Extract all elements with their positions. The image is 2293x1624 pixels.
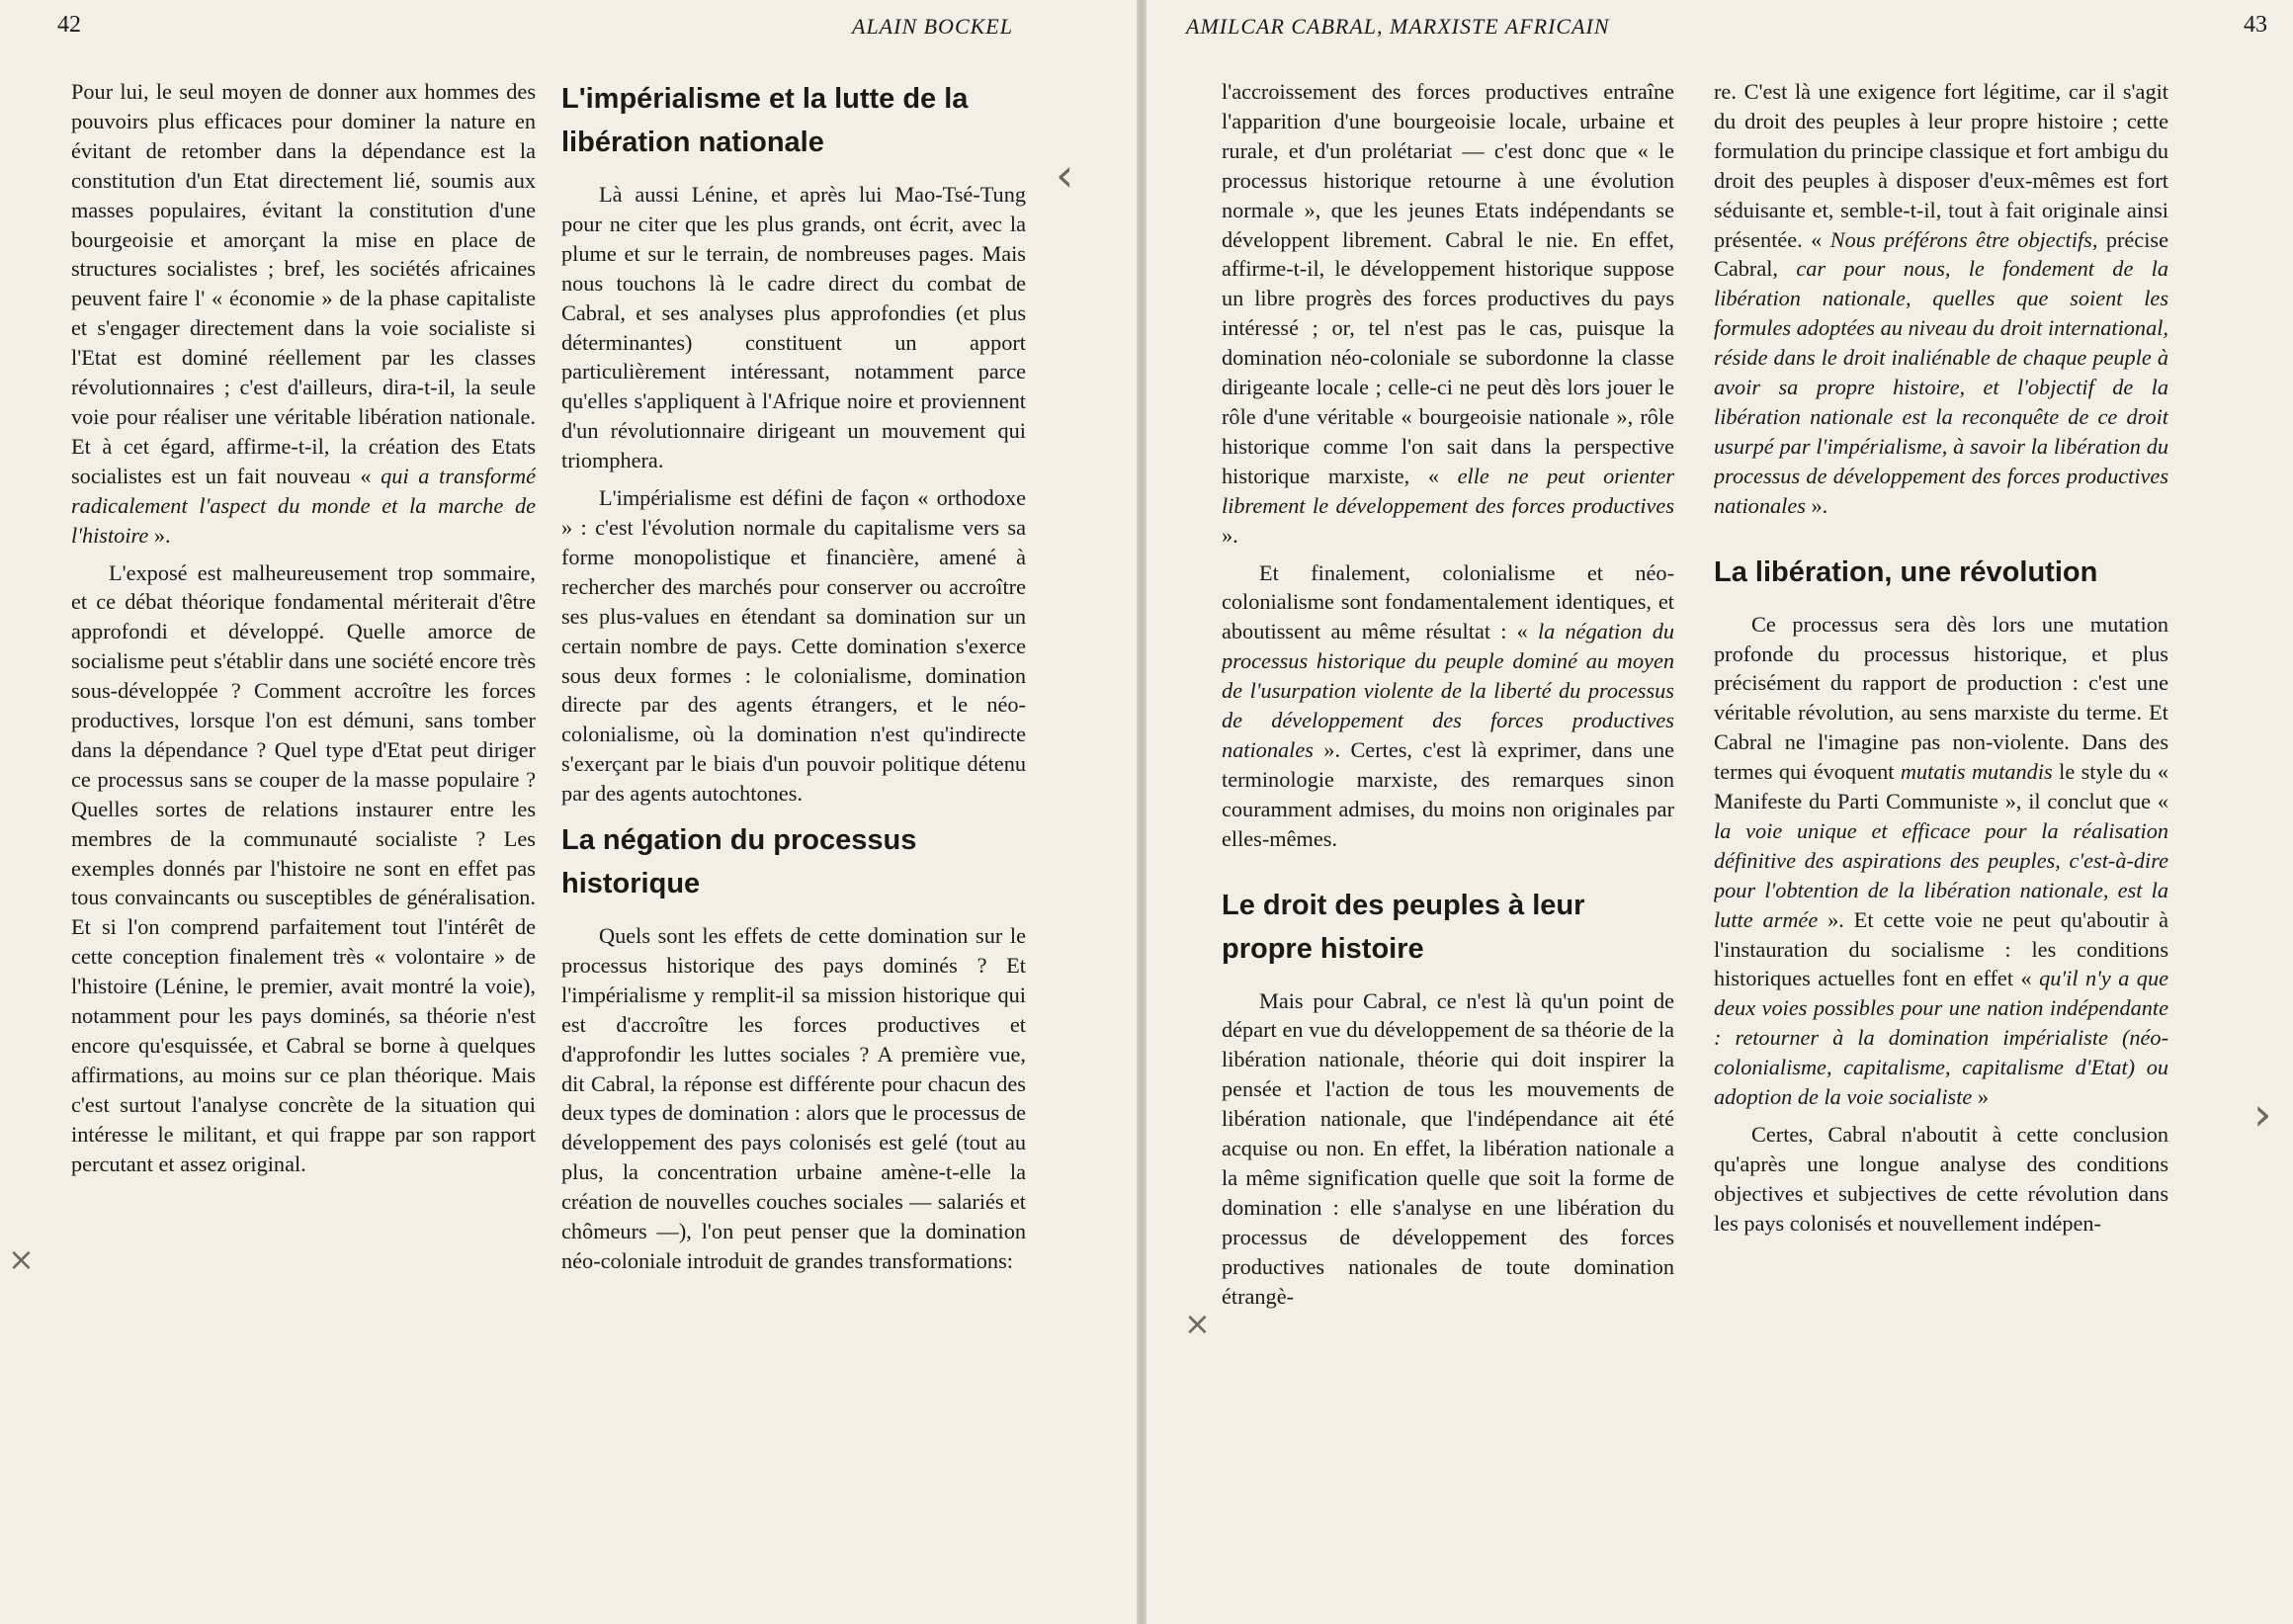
paragraph: L'exposé est malheureusement trop sommaire, et ce débat théorique fondamental mériterait d'être approfondi et développé. Quelle amorce de socialisme peut s'établir dans une société encore très sous-développée ? Comment accroître les forces productives, lorsque l'on est démuni, sans tomber dans la dépendance ? Quel type d'Etat peut diriger ce processus sans se couper de la masse populaire ? Quelles sortes de relations instaurer entre les membres de la communauté socialiste ? Les exemples donnés par l'histoire ne sont en effet pas tous convaincants ou susceptibles de généralisation. Et si l'on comprend parfaitement tout l'intérêt de cette conception finalement très « volontaire » de l'histoire (Lénine, le premier, avait montré la voie), notamment pour les pays dominés, sa théorie n'est encore qu'esquissée, et Cabral se borne à quelques affirmations, au moins sur ce plan théorique. Mais c'est surtout l'analyse concrète de la situation qui intéresse le militant, et qui frappe par son rapport percutant et assez original.	[71, 559, 536, 1176]
paragraph: L'impérialisme est défini de façon « orthodoxe » : c'est l'évolution normale du capitalisme vers sa forme monopolistique et financière, amené à rechercher des marchés pour conserver ou accroître ses plus-values en étendant sa domination sur un certain nombre de pays. Cette domination s'exerce sous deux formes : le colonialisme, domination directe par des agents étrangers, et le néo-colonialisme, où la domination n'est qu'indirecte s'exerçant par le biais d'un pouvoir politique détenu par des agents autochtones.	[561, 485, 1026, 807]
margin-arrow-mark: ›	[2253, 1087, 2272, 1141]
paragraph: re. C'est là une exigence fort légitime, car il s'agit du droit des peuples à leur propre histoire ; cette formulation du principe classique et fort ambigu du droit des peuples à disposer d'eux-mêmes est fort séduisante et, semble-t-il, tout à fait originale ainsi présentée. « Nous préférons être objectifs, précise Cabral, car pour nous, le fondement de la libération nationale, quelles que soient les formules adoptées au niveau du droit international, réside dans le droit inaliénable de chaque peuple à avoir sa propre histoire, et l'objectif de la libération nationale est la reconquête de ce droit usurpé par l'impérialisme, à savoir la libération du processus de développement des forces productives nationales ».	[1714, 79, 2168, 518]
column-3	[1222, 77, 1674, 1610]
paragraph: Pour lui, le seul moyen de donner aux hommes des pouvoirs plus efficaces pour dominer la nature en évitant de retomber dans la dépendance est la constitution d'un Etat directement lié, soumis aux masses populaires, évitant la constitution d'une bourgeoisie et amorçant la mise en place de structures socialistes ; bref, les sociétés africaines peuvent faire l' « économie » de la phase capitaliste et s'engager directement dans la voie socialiste si l'Etat est dominé réellement par les classes révolutionnaires ; c'est d'ailleurs, dira-t-il, la seule voie pour réaliser une véritable libération nationale. Et à cet égard, affirme-t-il, la création des Etats socialistes est un fait nouveau « qui a transformé radicalement l'aspect du monde et la marche de l'histoire ».	[71, 79, 536, 548]
page-number-left: 42	[57, 12, 81, 38]
margin-x-mark: ×	[1184, 1305, 1211, 1342]
running-head-right: AMILCAR CABRAL, MARXISTE AFRICAIN	[1186, 14, 1610, 39]
paragraph: Mais pour Cabral, ce n'est là qu'un point de départ en vue du développement de sa théorie de la libération nationale, théorie qui doit inspirer la pensée et l'action de tous les mouvements de libération nationale, que l'indépendance ait été acquise ou non. En effet, la libération nationale a la même signification quelle que soit la forme de domination : elle s'analyse en une libération du processus de développement des forces productives nationales de toute domination étrangè-	[1222, 987, 1674, 1309]
book-gutter	[1137, 0, 1146, 1624]
section-heading: La libération, une révolution	[1714, 556, 2098, 588]
margin-x-mark: ×	[8, 1240, 35, 1278]
margin-arrow-mark: ‹	[1056, 148, 1074, 202]
paragraph: Quels sont les effets de cette domination sur le processus historique des pays dominés ? Et l'impérialisme y remplit-il sa mission historique qui est d'accroître les forces productives et d'approfondir les luttes sociales ? A première vue, dit Cabral, la réponse est différente pour chacun des deux types de domination : alors que le processus de développement des pays colonisés est gelé (tout au plus, la concentration urbaine amène-t-elle la création de nouvelles couches sociales — salariés et chômeurs —), l'on peut penser que la domination néo-coloniale introduit de grandes transformations:	[561, 923, 1026, 1273]
column-4	[1714, 77, 2168, 1610]
section-heading: Le droit des peuples à leur propre histoire	[1222, 889, 1585, 965]
section-heading: La négation du processus historique	[561, 824, 917, 900]
column-2	[561, 77, 1026, 1610]
paragraph: Certes, Cabral n'aboutit à cette conclusion qu'après une longue analyse des conditions objectives et subjectives de cette révolution dans les pays colonisés et nouvellement indépen-	[1714, 1122, 2168, 1236]
running-head-left: ALAIN BOCKEL	[852, 14, 1013, 39]
left-page	[0, 0, 1137, 1624]
page-number-right: 43	[2244, 12, 2267, 38]
column-1	[71, 77, 536, 1610]
section-heading: L'impérialisme et la lutte de la libération nationale	[561, 83, 969, 158]
paragraph: Là aussi Lénine, et après lui Mao-Tsé-Tung pour ne citer que les plus grands, ont écrit, avec la plume et sur le terrain, de nombreuses pages. Mais nous touchons là le cadre direct du combat de Cabral, et ses analyses plus approfondies (et plus déterminantes) constituent un apport particulièrement intéressant, notamment parce qu'elles s'appliquent à l'Afrique noire et proviennent d'un révolutionnaire dirigeant un mouvement qui triomphera.	[561, 182, 1026, 473]
paragraph: l'accroissement des forces productives entraîne l'apparition d'une bourgeoisie locale, urbaine et rurale, et d'un prolétariat — c'est donc que « le processus historique retourne à une évolution normale », que les jeunes Etats indépendants se développent librement. Cabral le nie. En effet, affirme-t-il, le développement historique suppose un libre progrès des forces productives du pays intéressé ; or, tel n'est pas le cas, puisque la domination néo-coloniale se subordonne la classe dirigeante locale ; celle-ci ne peut dès lors jouer le rôle d'une véritable « bourgeoisie nationale », rôle historique comme l'on sait dans la perspective historique marxiste, « elle ne peut orienter librement le développement des forces productives ».	[1222, 79, 1674, 548]
paragraph: Et finalement, colonialisme et néo-colonialisme sont fondamentalement identiques, et aboutissent au même résultat : « la négation du processus historique du peuple dominé au moyen de l'usurpation violente de la liberté du processus de développement des forces productives nationales ». Certes, c'est là exprimer, dans une terminologie marxiste, des remarques sinon couramment admises, du moins non originales par elles-mêmes.	[1222, 559, 1674, 851]
paragraph: Ce processus sera dès lors une mutation profonde du processus historique, et plus précisément du rapport de production : c'est une véritable révolution, au sens marxiste du terme. Et Cabral ne l'imagine pas non-violente. Dans des termes qui évoquent mutatis mutandis le style du « Manifeste du Parti Communiste », il conclut que « la voie unique et efficace pour la réalisation définitive des aspirations des peuples, c'est-à-dire pour l'obtention de la libération nationale, est la lutte armée ». Et cette voie ne peut qu'aboutir à l'instauration du socialisme : les conditions historiques actuelles font en effet « qu'il n'y a que deux voies possibles pour une nation indépendante : retourner à la domination impérialiste (néo-colonialisme, capitalisme, capitalisme d'Etat) ou adoption de la voie socialiste »	[1714, 611, 2168, 1110]
right-page	[1146, 0, 2293, 1624]
